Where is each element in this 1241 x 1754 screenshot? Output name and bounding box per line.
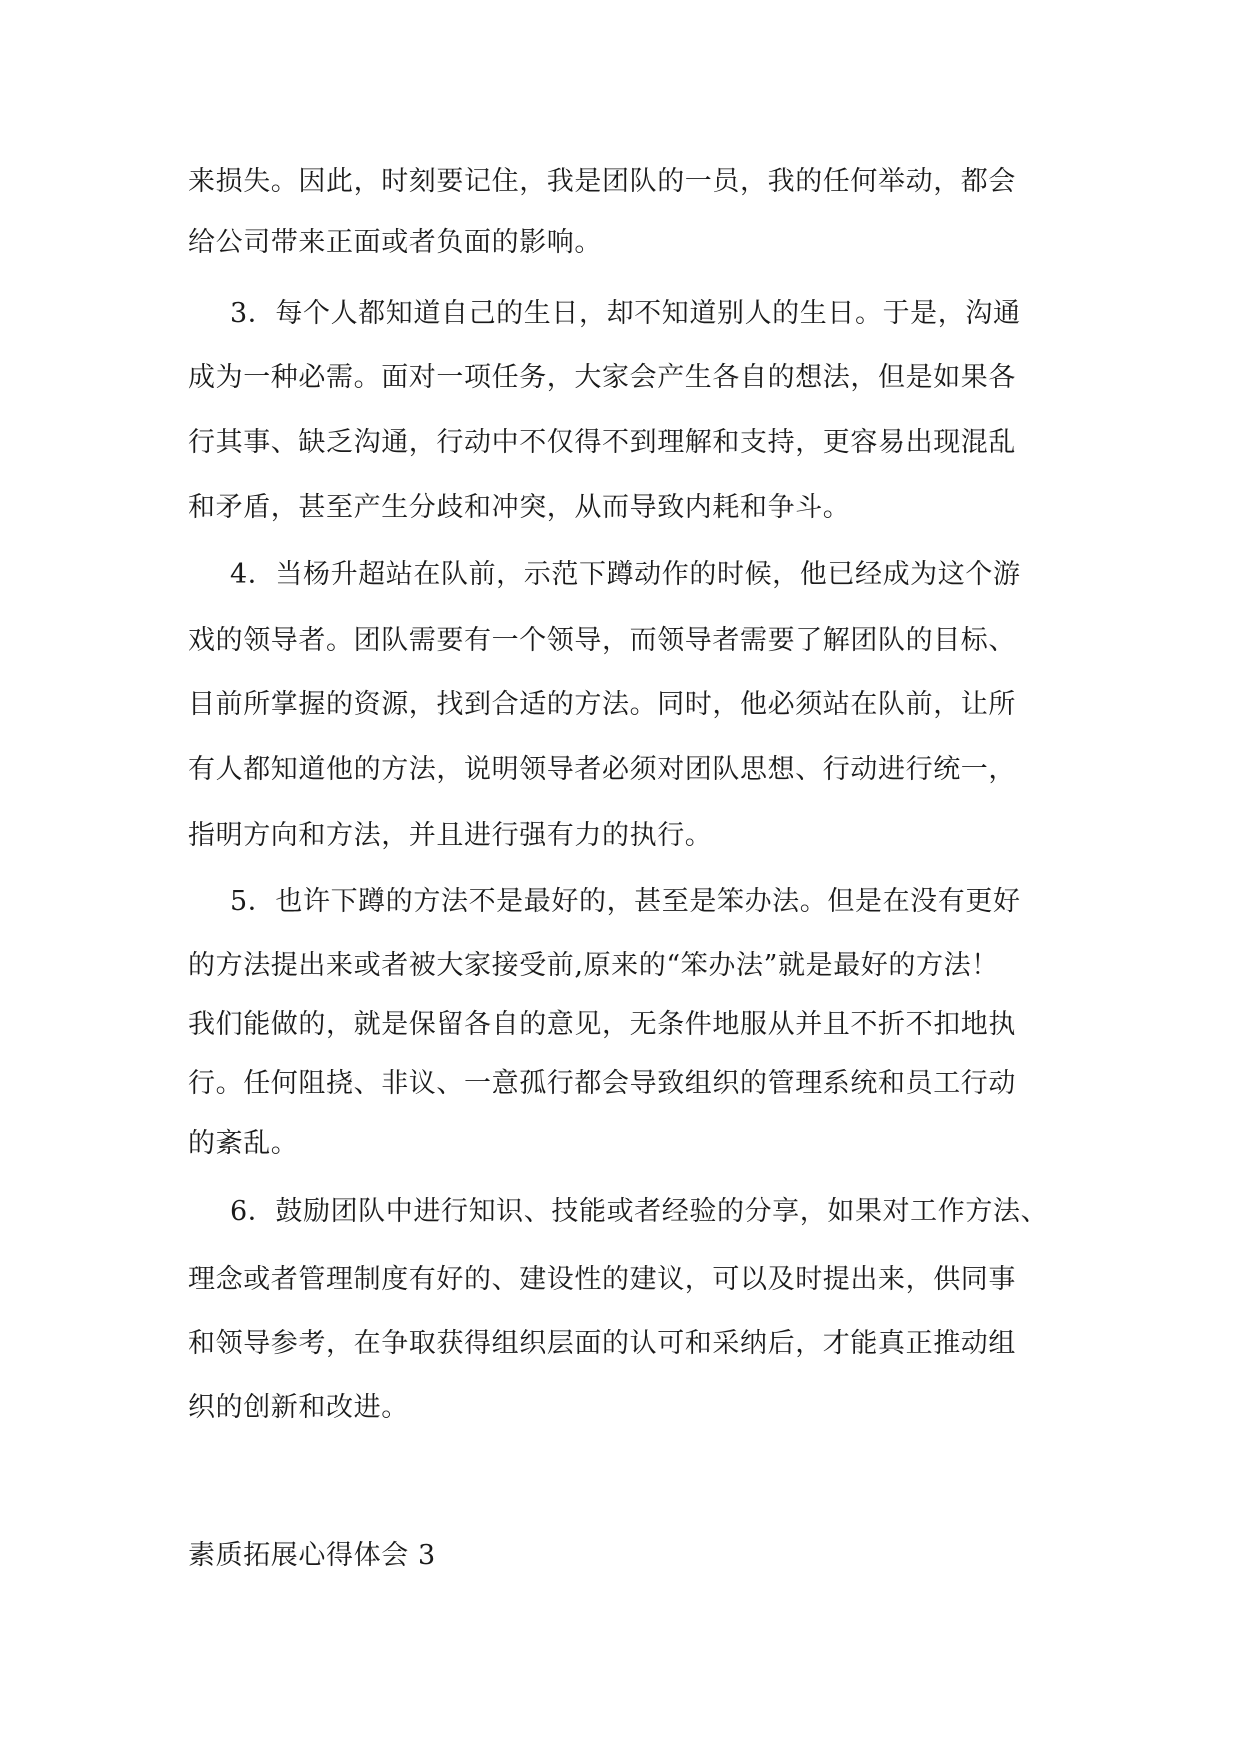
paragraph-line: 的紊乱。 [188, 1128, 299, 1159]
paragraph-line: 给公司带来正面或者负面的影响。 [188, 227, 602, 258]
paragraph-line: 和领导参考，在争取获得组织层面的认可和采纳后，才能真正推动组 [188, 1328, 1016, 1359]
paragraph-line: 行。任何阻挠、非议、一意孤行都会导致组织的管理系统和员工行动 [188, 1068, 1016, 1099]
paragraph-line: 4．当杨升超站在队前，示范下蹲动作的时候，他已经成为这个游 [230, 559, 1021, 590]
paragraph-line: 3．每个人都知道自己的生日，却不知道别人的生日。于是，沟通 [230, 298, 1021, 329]
paragraph-line: 指明方向和方法，并且进行强有力的执行。 [188, 820, 713, 851]
paragraph-line: 戏的领导者。团队需要有一个领导，而领导者需要了解团队的目标、 [188, 625, 1016, 656]
paragraph-line: 5．也许下蹲的方法不是最好的，甚至是笨办法。但是在没有更好 [230, 886, 1021, 917]
paragraph-line: 和矛盾，甚至产生分歧和冲突，从而导致内耗和争斗。 [188, 492, 851, 523]
paragraph-line: 行其事、缺乏沟通，行动中不仅得不到理解和支持，更容易出现混乱 [188, 427, 1016, 458]
section-heading: 素质拓展心得体会 3 [188, 1540, 436, 1571]
paragraph-line: 有人都知道他的方法，说明领导者必须对团队思想、行动进行统一， [188, 754, 1016, 785]
paragraph-line: 6．鼓励团队中进行知识、技能或者经验的分享，如果对工作方法、 [230, 1196, 1049, 1227]
paragraph-line: 的方法提出来或者被大家接受前,原来的“笨办法”就是最好的方法！ [188, 950, 999, 981]
paragraph-line: 成为一种必需。面对一项任务，大家会产生各自的想法，但是如果各 [188, 362, 1016, 393]
paragraph-line: 来损失。因此，时刻要记住，我是团队的一员，我的任何举动，都会 [188, 166, 1016, 197]
paragraph-line: 理念或者管理制度有好的、建设性的建议，可以及时提出来，供同事 [188, 1264, 1016, 1295]
paragraph-line: 目前所掌握的资源，找到合适的方法。同时，他必须站在队前，让所 [188, 689, 1016, 720]
paragraph-line: 织的创新和改进。 [188, 1392, 409, 1423]
paragraph-line: 我们能做的，就是保留各自的意见，无条件地服从并且不折不扣地执 [188, 1009, 1016, 1040]
